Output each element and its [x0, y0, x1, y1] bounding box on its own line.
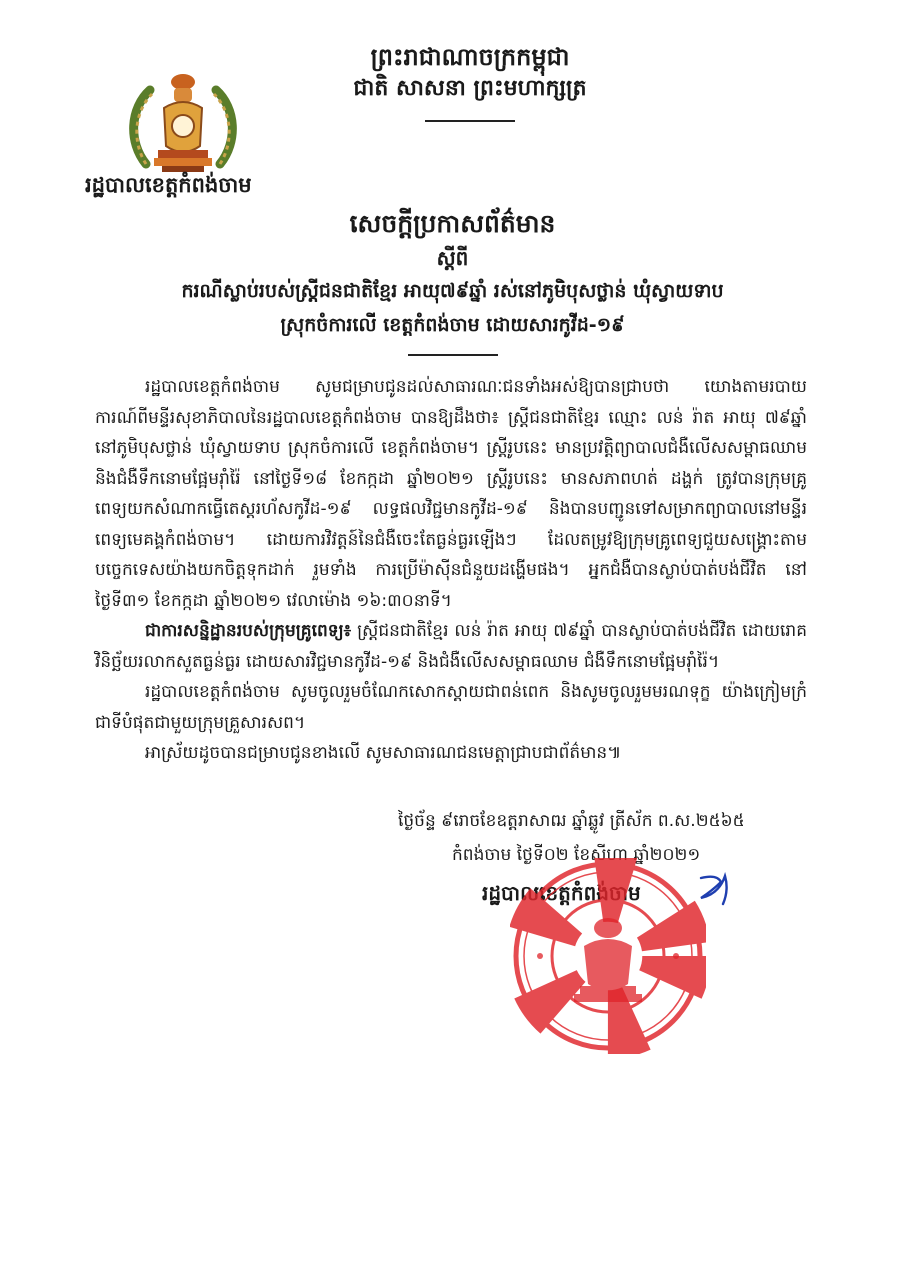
announcement-title: សេចក្តីប្រកាសព័ត៌មាន [349, 209, 556, 238]
issuing-agency: រដ្ឋបាលខេត្តកំពង់ចាម [85, 173, 252, 197]
lunar-date: ថ្ងៃច័ន្ទ ៩រោចខែឧត្តរាសាឍ ឆ្នាំឆ្លូវ ត្រីស័ក ព.ស.២៥៦៥ [398, 811, 745, 831]
solar-date: កំពង់ចាម ថ្ងៃទី០២ ខែសីហា ឆ្នាំ២០២១ [452, 845, 701, 865]
provincial-emblem-icon [124, 68, 242, 176]
handwritten-signature-icon [695, 872, 735, 906]
regarding-label: ស្តីពី [436, 246, 469, 270]
body-paragraph-3: រដ្ឋបាលខេត្តកំពង់ចាម សូមចូលរួមចំណែកសោកស្តាយជាពន់ពេក និងសូមចូលរួមមរណទុក្ខ យ៉ាងក្រៀមក្រំជាទីបំផុតជាមួយក្រុមគ្រួសារសព។ [95, 682, 807, 733]
body-paragraph-4: អាស្រ័យដូចបានជម្រាបជូនខាងលើ សូមសាធារណជនមេត្តាជ្រាបជាព័ត៌មាន៕ [145, 743, 622, 763]
conclusion-text: ស្ត្រីជនជាតិខ្មែរ លន់ រ៉ាត អាយុ ៧៩ឆ្នាំ បានស្លាប់បាត់បង់ជីវិត ដោយរោគវិនិច្ឆ័យរលាកសួតធ្ងន់ធ្ងរ ដោយសារវិជ្ជមានកូវីដ-១៩ និងជំងឺលើសសម្ពាធឈាម ជំងឺទឹកនោមផ្អែមរ៉ាំរ៉ៃ។ [95, 621, 807, 672]
subject-line-1: ករណីស្លាប់របស់ស្ត្រីជនជាតិខ្មែរ អាយុ៧៩ឆ្នាំ រស់នៅភូមិបុសថ្លាន់ ឃុំស្វាយទាប [181, 280, 724, 302]
conclusion-lead: ជាការសន្និដ្ឋានរបស់ក្រុមគ្រូពេទ្យ៖ [145, 621, 352, 641]
header-divider [425, 116, 515, 126]
title-divider [408, 350, 498, 360]
national-motto: ជាតិ សាសនា ព្រះមហាក្សត្រ [353, 76, 587, 101]
announcement-body [95, 372, 807, 769]
subject-line-2: ស្រុកចំការលើ ខេត្តកំពង់ចាម ដោយសារកូវីដ-១៩ [280, 314, 625, 336]
body-paragraph-1: រដ្ឋបាលខេត្តកំពង់ចាម សូមជម្រាបជូនដល់សាធារណៈជនទាំងអស់ឱ្យបានជ្រាបថា យោងតាមរបាយការណ៍ពីមន្ទីរសុខាភិបាលនៃរដ្ឋបាលខេត្តកំពង់ចាម បានឱ្យដឹងថា៖ ស្ត្រីជនជាតិខ្មែរ ឈ្មោះ លន់ រ៉ាត អាយុ ៧៩ឆ្នាំ នៅភូមិបុសថ្លាន់ ឃុំស្វាយទាប ស្រុកចំការលើ ខេត្តកំពង់ចាម។ ស្ត្រីរូបនេះ មានប្រវត្តិព្យាបាលជំងឺលើសសម្ពាធឈាម និងជំងឺទឹកនោមផ្អែមរ៉ាំរ៉ៃ នៅថ្ងៃទី១៨ ខែកក្កដា ឆ្នាំ២០២១ ស្ត្រីរូបនេះ មានសភាពហត់ ដង្ហក់ ត្រូវបានក្រុមគ្រូពេទ្យយកសំណាកធ្វើតេស្តរហ័សកូវីដ-១៩ លទ្ធផលវិជ្ជមានកូវីដ-១៩ និងបានបញ្ជូនទៅសម្រាកព្យាបាលនៅមន្ទីរពេទ្យមេគង្គកំពង់ចាម។ ដោយការវិវត្តន៍នៃជំងឺចេះតែធ្ងន់ធ្ងរឡើងៗ ដែលតម្រូវឱ្យក្រុមគ្រូពេទ្យជួយសង្គ្រោះតាមបច្ចេកទេសយ៉ាងយកចិត្តទុកដាក់ រួមទាំង ការប្រើម៉ាស៊ីនជំនួយដង្ហើមផង។ អ្នកជំងឺបានស្លាប់បាត់បង់ជីវិត នៅថ្ងៃទី៣១ ខែកក្កដា ឆ្នាំ២០២១ វេលាម៉ោង ១៦:៣០នាទី។ [95, 377, 807, 611]
announcement-title-block [90, 206, 815, 360]
signatory-agency: រដ្ឋបាលខេត្តកំពង់ចាម [482, 881, 641, 905]
body-paragraph-2 [95, 616, 807, 677]
kingdom-header [300, 40, 640, 126]
kingdom-title: ព្រះរាជាណាចក្រកម្ពុជា [370, 43, 570, 71]
official-seal-icon [510, 858, 706, 1054]
